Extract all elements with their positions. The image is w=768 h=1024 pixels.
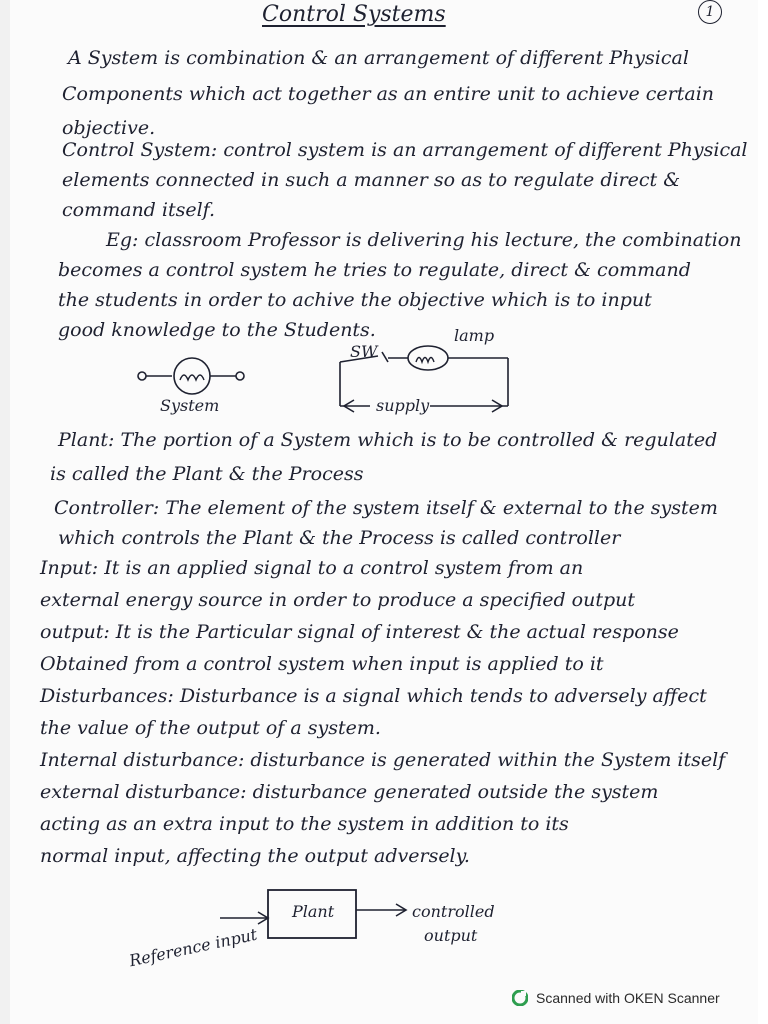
text-line: Plant: The portion of a System which is to be controlled & regulated <box>58 429 718 451</box>
text-line: objective. <box>62 117 156 139</box>
reference-input-label: Reference input <box>127 924 259 971</box>
text-line: is called the Plant & the Process <box>50 463 364 485</box>
text-line: the students in order to achive the objective which is to input <box>58 289 652 311</box>
page-title: Control Systems <box>262 2 446 27</box>
page-number: 1 <box>698 0 722 24</box>
text-line: which controls the Plant & the Process is called controller <box>58 527 621 549</box>
text-line: Internal disturbance: disturbance is generated within the System itself <box>40 749 726 771</box>
text-line: Controller: The element of the system itself & external to the system <box>54 497 718 519</box>
notebook-page <box>10 0 758 1024</box>
controlled-output-label-2: output <box>424 926 478 945</box>
scanner-text: Scanned with OKEN Scanner <box>536 990 720 1006</box>
text-line: external energy source in order to produce a specified output <box>40 589 636 611</box>
text-line: Eg: classroom Professor is delivering his lecture, the combination <box>106 229 742 251</box>
text-line: Disturbances: Disturbance is a signal which tends to adversely affect <box>40 685 707 707</box>
switch-label: SW <box>350 342 378 361</box>
text-line: Input: It is an applied signal to a control system from an <box>40 557 584 579</box>
text-line: becomes a control system he tries to regulate, direct & command <box>58 259 691 281</box>
text-line: external disturbance: disturbance generated outside the system <box>40 781 659 803</box>
supply-label: supply <box>376 396 430 415</box>
text-line: Obtained from a control system when input is applied to it <box>40 653 604 675</box>
text-line: good knowledge to the Students. <box>58 319 376 341</box>
text-line: command itself. <box>62 199 216 221</box>
text-line: the value of the output of a system. <box>40 717 381 739</box>
system-label: System <box>160 396 220 415</box>
text-line: elements connected in such a manner so as to regulate direct & <box>62 169 681 191</box>
text-line: normal input, affecting the output adversely. <box>40 845 470 867</box>
text-line: acting as an extra input to the system in addition to its <box>40 813 569 835</box>
text-line: Components which act together as an entire unit to achieve certain <box>62 83 715 105</box>
controlled-output-label-1: controlled <box>412 902 495 921</box>
scanner-watermark <box>512 990 720 1006</box>
text-line: Control System: control system is an arrangement of different Physical <box>62 139 748 161</box>
plant-box-label: Plant <box>292 902 335 921</box>
scanner-logo-icon <box>512 990 528 1006</box>
text-line: A System is combination & an arrangement of different Physical <box>68 47 689 69</box>
text-line: output: It is the Particular signal of interest & the actual response <box>40 621 679 643</box>
lamp-label: lamp <box>454 326 495 345</box>
page-edge <box>0 0 10 1024</box>
